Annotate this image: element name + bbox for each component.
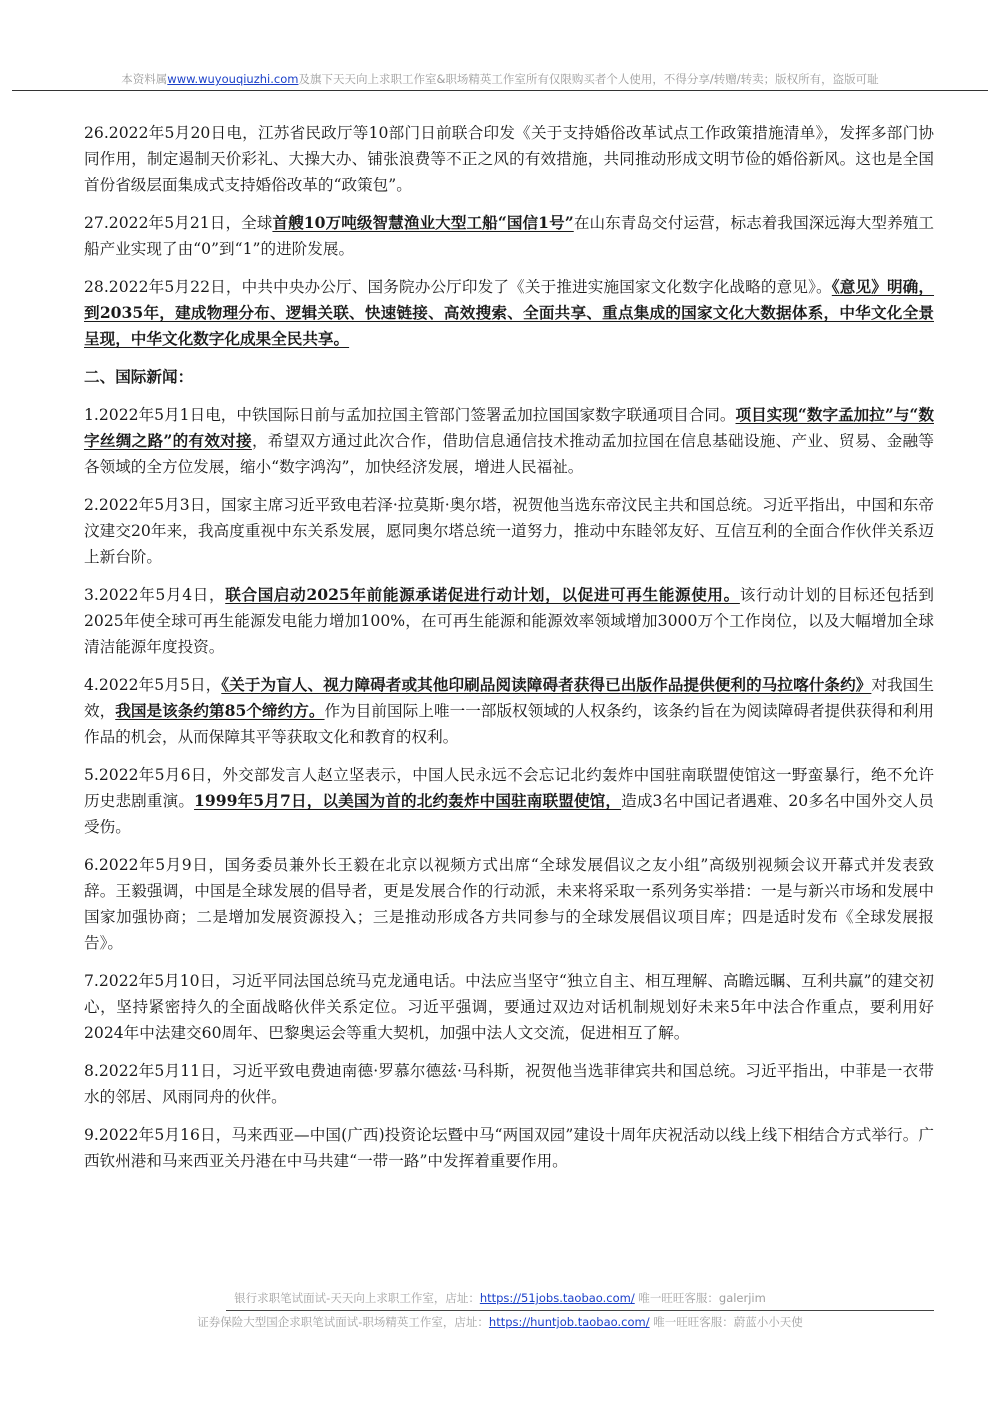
news-text: 26.2022年5月20日电，江苏省民政厅等10部门日前联合印发《关于支持婚俗改革试点工作政策措施清单》，发挥多部门协同作用，制定遏制天价彩礼、大操大办、铺张浪费等不正之风的有效措施，共同推动形成文明节俭的婚俗新风。这也是全国首份省级层面集成式支持婚俗改革的“政策包”。 [84, 124, 934, 194]
news-item [84, 492, 934, 570]
news-text: 27.2022年5月21日，全球 [84, 214, 273, 232]
section-title-international: 二、国际新闻： [84, 367, 194, 386]
news-text: 28.2022年5月22日，中共中央办公厅、国务院办公厅印发了《关于推进实施国家文化数字化战略的意见》。 [84, 278, 832, 296]
footer-line-2-suffix: 唯一旺旺客服：蔚蓝小小天使 [653, 1315, 803, 1329]
news-text: 对我国生效， [84, 676, 934, 720]
news-item [84, 852, 934, 956]
footer-shop-link-2[interactable]: https://huntjob.taobao.com/ [488, 1315, 650, 1329]
footer-line-1 [0, 1290, 1000, 1306]
news-text: 在山东青岛交付运营，标志着我国深远海大型养殖工船产业实现了由“0”到“1”的进阶发展。 [84, 214, 934, 258]
highlighted-text: 《意见》明确，到2035年，建成物理分布、逻辑关联、快速链接、高效搜索、全面共享、重点集成的国家文化大数据体系，中华文化全景呈现，中华文化数字化成果全民共享。 [84, 277, 935, 348]
news-item [84, 968, 934, 1046]
news-item [84, 1122, 934, 1174]
news-item [84, 402, 934, 480]
news-item [84, 582, 934, 660]
news-text: ，希望双方通过此次合作，借助信息通信技术推动孟加拉国在信息基础设施、产业、贸易、金融等各领域的全方位发展，缩小“数字鸿沟”，加快经济发展，增进人民福祉。 [84, 432, 934, 476]
header-divider [12, 90, 988, 91]
news-text: 4.2022年5月5日， [84, 676, 222, 694]
news-item [84, 1058, 934, 1110]
highlighted-text: 首艘10万吨级智慧渔业大型工船“国信1号” [272, 213, 574, 232]
news-item [84, 274, 934, 352]
footer-shop-link-1[interactable]: https://51jobs.taobao.com/ [479, 1291, 635, 1305]
domestic-news-list [84, 120, 934, 352]
page-footer [0, 1290, 1000, 1340]
international-news-list [84, 402, 934, 1174]
page-header [0, 0, 1000, 94]
copyright-notice [0, 71, 1000, 87]
news-item [84, 120, 934, 198]
news-text: 2.2022年5月3日，国家主席习近平致电若泽·拉莫斯·奥尔塔，祝贺他当选东帝汶民主共和国总统。习近平指出，中国和东帝汶建交20年来，我高度重视中东关系发展，愿同奥尔塔总统一道努力，推动中东睦邻友好、互信互利的全面合作伙伴关系迈上新台阶。 [84, 496, 934, 566]
news-text: 该行动计划的目标还包括到2025年使全球可再生能源发电能力增加100%，在可再生能源和能源效率领域增加3000万个工作岗位，以及大幅增加全球清洁能源年度投资。 [84, 586, 934, 656]
copyright-suffix: 及旗下天天向上求职工作室&职场精英工作室所有仅限购买者个人使用，不得分享/转赠/转卖；版权所有，盗版可耻 [298, 72, 879, 86]
footer-line-2-prefix: 证券保险大型国企求职笔试面试-职场精英工作室，店址： [197, 1315, 489, 1329]
news-text: 作为目前国际上唯一一部版权领域的人权条约，该条约旨在为阅读障碍者提供获得和利用作品的机会，从而保障其平等获取文化和教育的权利。 [84, 702, 934, 746]
footer-line-2 [0, 1314, 1000, 1330]
news-text: 1.2022年5月1日电，中铁国际日前与孟加拉国主管部门签署孟加拉国国家数字联通项目合同。 [84, 406, 736, 424]
document-body [84, 120, 934, 1186]
news-text: 8.2022年5月11日，习近平致电费迪南德·罗慕尔德兹·马科斯，祝贺他当选菲律宾共和国总统。习近平指出，中菲是一衣带水的邻居、风雨同舟的伙伴。 [84, 1062, 934, 1106]
news-text: 3.2022年5月4日， [84, 586, 226, 604]
news-item [84, 672, 934, 750]
highlighted-text: 联合国启动2025年前能源承诺促进行动计划，以促进可再生能源使用。 [225, 585, 740, 604]
news-text: 5.2022年5月6日，外交部发言人赵立坚表示，中国人民永远不会忘记北约轰炸中国驻南联盟使馆这一野蛮暴行，绝不允许历史悲剧重演。 [84, 766, 934, 810]
news-text: 7.2022年5月10日，习近平同法国总统马克龙通电话。中法应当坚守“独立自主、相互理解、高瞻远瞩、互利共赢”的建交初心，坚持紧密持久的全面战略伙伴关系定位。习近平强调，要通过双边对话机制规划好未来5年中法合作重点，要利用好2024年中法建交60周年、巴黎奥运会等重大契机，加强中法人文交流，促进相互了解。 [84, 972, 934, 1042]
highlighted-text: 我国是该条约第85个缔约方。 [115, 701, 325, 720]
news-text: 6.2022年5月9日，国务委员兼外长王毅在北京以视频方式出席“全球发展倡议之友小组”高级别视频会议开幕式并发表致辞。王毅强调，中国是全球发展的倡导者，更是发展合作的行动派，未来将采取一系列务实举措：一是与新兴市场和发展中国家加强协商；二是增加发展资源投入；三是推动形成各方共同参与的全球发展倡议项目库；四是适时发布《全球发展报告》。 [84, 856, 934, 952]
news-item [84, 762, 934, 840]
footer-divider [226, 1310, 934, 1311]
news-text: 9.2022年5月16日，马来西亚—中国(广西)投资论坛暨中马“两国双园”建设十周年庆祝活动以线上线下相结合方式举行。广西钦州港和马来西亚关丹港在中马共建“一带一路”中发挥着重要作用。 [84, 1126, 934, 1170]
news-item [84, 210, 934, 262]
news-text: 造成3名中国记者遇难、20多名中国外交人员受伤。 [84, 792, 934, 836]
footer-line-1-prefix: 银行求职笔试面试-天天向上求职工作室，店址： [234, 1291, 480, 1305]
highlighted-text: 《关于为盲人、视力障碍者或其他印刷品阅读障碍者获得已出版作品提供便利的马拉喀什条约》 [221, 675, 872, 694]
highlighted-text: 1999年5月7日，以美国为首的北约轰炸中国驻南联盟使馆， [194, 791, 622, 810]
copyright-prefix: 本资料属 [121, 72, 168, 86]
highlighted-text: 项目实现“数字孟加拉”与“数字丝绸之路”的有效对接 [84, 405, 934, 450]
header-site-link[interactable]: www.wuyouqiuzhi.com [167, 72, 299, 86]
footer-line-1-suffix: 唯一旺旺客服：galerjim [638, 1291, 766, 1305]
